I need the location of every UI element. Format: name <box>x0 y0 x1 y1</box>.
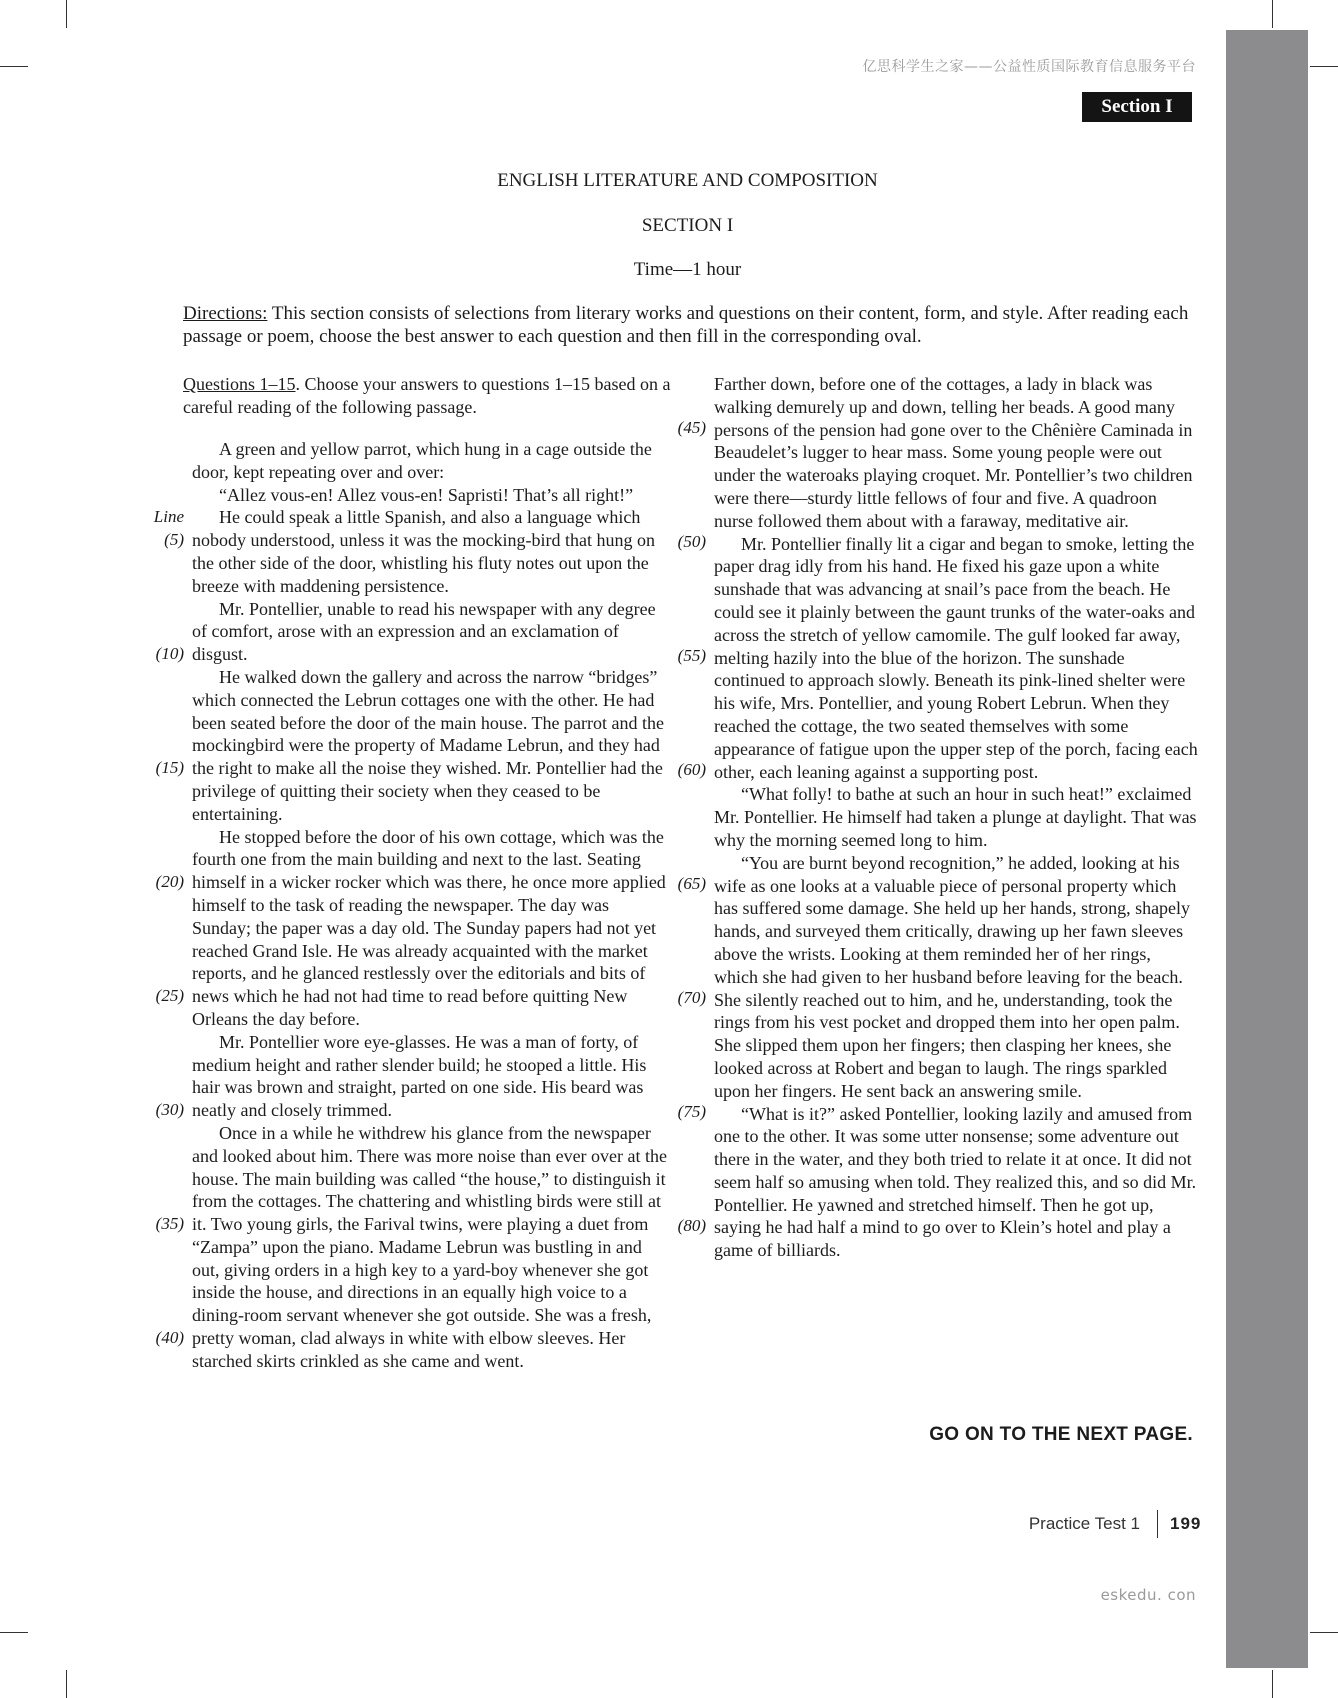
line-number: (65) <box>677 874 706 893</box>
footer-divider <box>1157 1510 1158 1538</box>
passage-column-left <box>192 438 672 1373</box>
passage-paragraph: “You are burnt beyond recognition,” he added, looking at his wife as one looks at a valuable piece of personal property which has suffered some damage. She held up her hands, strong, shapely hands, and surveyed them critically, drawing up her fawn sleeves above the wrists. Looking at them reminded her of her rings, which she had given to her husband before leaving for the beach. She silently reached out to him, and he, understanding, took the rings from his vest pocket and dropped them into her open palm. She slipped them upon her fingers; then clasping her knees, she looked across at Robert and began to laugh. The rings sparkled upon her fingers. He sent back an answering smile. <box>714 852 1191 1101</box>
line-number: (35) <box>155 1214 184 1233</box>
passage-paragraph: Mr. Pontellier finally lit a cigar and began to smoke, letting the paper drag idly from his hand. He fixed his gaze upon a white sunshade that was advancing at snail’s pace from the beach. He could see it plainly between the gaunt trunks of the water-oaks and across the stretch of yellow camomile. The gulf looked far away, melting hazily into the blue of the horizon. The sunshade continued to approach slowly. Beneath its pink-lined shelter were his wife, Mrs. Pontellier, and young Robert Lebrun. When they reached the cottage, the two seated themselves with some appearance of fatigue upon the upper step of the porch, facing each other, each leaning against a supporting post. <box>714 533 1198 782</box>
line-number: (50) <box>677 532 706 551</box>
time-limit: Time—1 hour <box>633 259 742 280</box>
section-tab: Section I <box>1082 92 1192 122</box>
line-label: Line <box>153 507 184 526</box>
section-heading: SECTION I <box>641 215 734 236</box>
questions-intro <box>183 373 673 419</box>
footer-watermark: eskedu. con <box>1100 1586 1196 1604</box>
crop-mark <box>0 1632 28 1633</box>
passage-paragraph: He walked down the gallery and across the narrow “bridges” which connected the Lebrun cottages one with the other. He had been seated before the door of the main house. The parrot and the mockingbird were the property of Madame Lebrun, and they had the right to make all the noise they wished. Mr. Pontellier had the privilege of quitting their society when they ceased to be entertaining. <box>192 666 664 824</box>
line-number: (45) <box>677 418 706 437</box>
page-title: ENGLISH LITERATURE AND COMPOSITION <box>497 170 878 191</box>
passage-paragraph: He could speak a little Spanish, and also a language which nobody understood, unless it was the mocking-bird that hung on the other side of the door, whistling his fluty notes out upon the breeze with maddening persistence. <box>192 507 655 596</box>
line-number: (20) <box>155 872 184 891</box>
line-number: (80) <box>677 1216 706 1235</box>
page-number: 199 <box>1170 1514 1202 1533</box>
crop-mark <box>66 1670 67 1698</box>
passage-column-right <box>714 373 1199 1262</box>
passage-paragraph: Farther down, before one of the cottages, a lady in black was walking demurely up and down, telling her beads. A good many persons of the pension had gone over to the Chênière Caminada in Beaudelet’s lugger to hear mass. Some young people were out under the wateroaks playing croquet. Mr. Pontellier’s two children were there—sturdy little fellows of four and five. A quadroon nurse followed them about with a faraway, meditative air. <box>714 374 1193 531</box>
passage-paragraph: “What is it?” asked Pontellier, looking lazily and amused from one to the other. It was some utter nonsense; some adventure out there in the water, and they both tried to relate it at once. It did not seem half so amusing when told. They realized this, and so did Mr. Pontellier. He yawned and stretched himself. Then he got up, saying he had half a mind to go over to Klein’s hotel and play a game of billiards. <box>714 1103 1197 1261</box>
crop-mark <box>1310 66 1338 67</box>
footer-test-label: Practice Test 1 <box>1028 1514 1140 1533</box>
directions-label: Directions: <box>183 303 268 324</box>
passage-paragraph: A green and yellow parrot, which hung in a cage outside the door, kept repeating over and over: <box>192 439 652 482</box>
line-number: (60) <box>677 760 706 779</box>
go-on-notice: GO ON TO THE NEXT PAGE. <box>929 1424 1193 1445</box>
crop-mark <box>1272 0 1273 28</box>
passage-paragraph: “What folly! to bathe at such an hour in such heat!” exclaimed Mr. Pontellier. He himself had taken a plunge at daylight. That was why the morning seemed long to him. <box>714 784 1197 850</box>
line-number: (15) <box>155 758 184 777</box>
directions <box>183 302 1193 348</box>
line-number: (5) <box>164 530 184 549</box>
line-number: (70) <box>677 988 706 1007</box>
crop-mark <box>0 66 28 67</box>
questions-intro-text: . Choose your answers to questions 1–15 based on a careful reading of the following passage. <box>183 374 671 417</box>
crop-mark <box>66 0 67 28</box>
line-number: (75) <box>677 1102 706 1121</box>
line-number: (30) <box>155 1100 184 1119</box>
line-number: (55) <box>677 646 706 665</box>
crop-mark <box>1272 1670 1273 1698</box>
line-number: (10) <box>155 644 184 663</box>
crop-mark <box>1310 1632 1338 1633</box>
questions-range: Questions 1–15 <box>183 374 296 394</box>
directions-text: This section consists of selections from literary works and questions on their content, form, and style. After reading each passage or poem, choose the best answer to each question and then fill in the corresponding oval. <box>183 303 1189 347</box>
passage-paragraph: Once in a while he withdrew his glance from the newspaper and looked about him. There was more noise than ever over at the house. The main building was called “the house,” to distinguish it from the cottages. The chattering and whistling birds were still at it. Two young girls, the Farival twins, were playing a duet from “Zampa” upon the piano. Madame Lebrun was bustling in and out, giving orders in a high key to a yard-boy whenever she got inside the house, and directions in an equally high voice to a dining-room servant whenever she got outside. She was a fresh, pretty woman, clad always in white with elbow sleeves. Her starched skirts crinkled as she came and went. <box>192 1122 668 1371</box>
line-number: (40) <box>155 1328 184 1347</box>
passage-paragraph: “Allez vous-en! Allez vous-en! Sapristi! That’s all right!” <box>219 484 634 505</box>
passage-paragraph: He stopped before the door of his own cottage, which was the fourth one from the main building and next to the last. Seating himself in a wicker rocker which was there, he once more applied himself to the task of reading the newspaper. The day was Sunday; the paper was a day old. The Sunday papers had not yet reached Grand Isle. He was already acquainted with the market reports, and he glanced restlessly over the editorials and bits of news which he had not had time to read before quitting New Orleans the day before. <box>192 826 666 1029</box>
line-number: (25) <box>155 986 184 1005</box>
passage-paragraph: Mr. Pontellier, unable to read his newspaper with any degree of comfort, arose with an expression and an exclamation of disgust. <box>192 598 656 665</box>
header-watermark: 亿思科学生之家——公益性质国际教育信息服务平台 <box>862 59 1196 75</box>
passage-paragraph: Mr. Pontellier wore eye-glasses. He was a man of forty, of medium height and rather slender build; he stooped a little. His hair was brown and straight, parted on one side. His beard was neatly and closely trimmed. <box>192 1031 647 1121</box>
